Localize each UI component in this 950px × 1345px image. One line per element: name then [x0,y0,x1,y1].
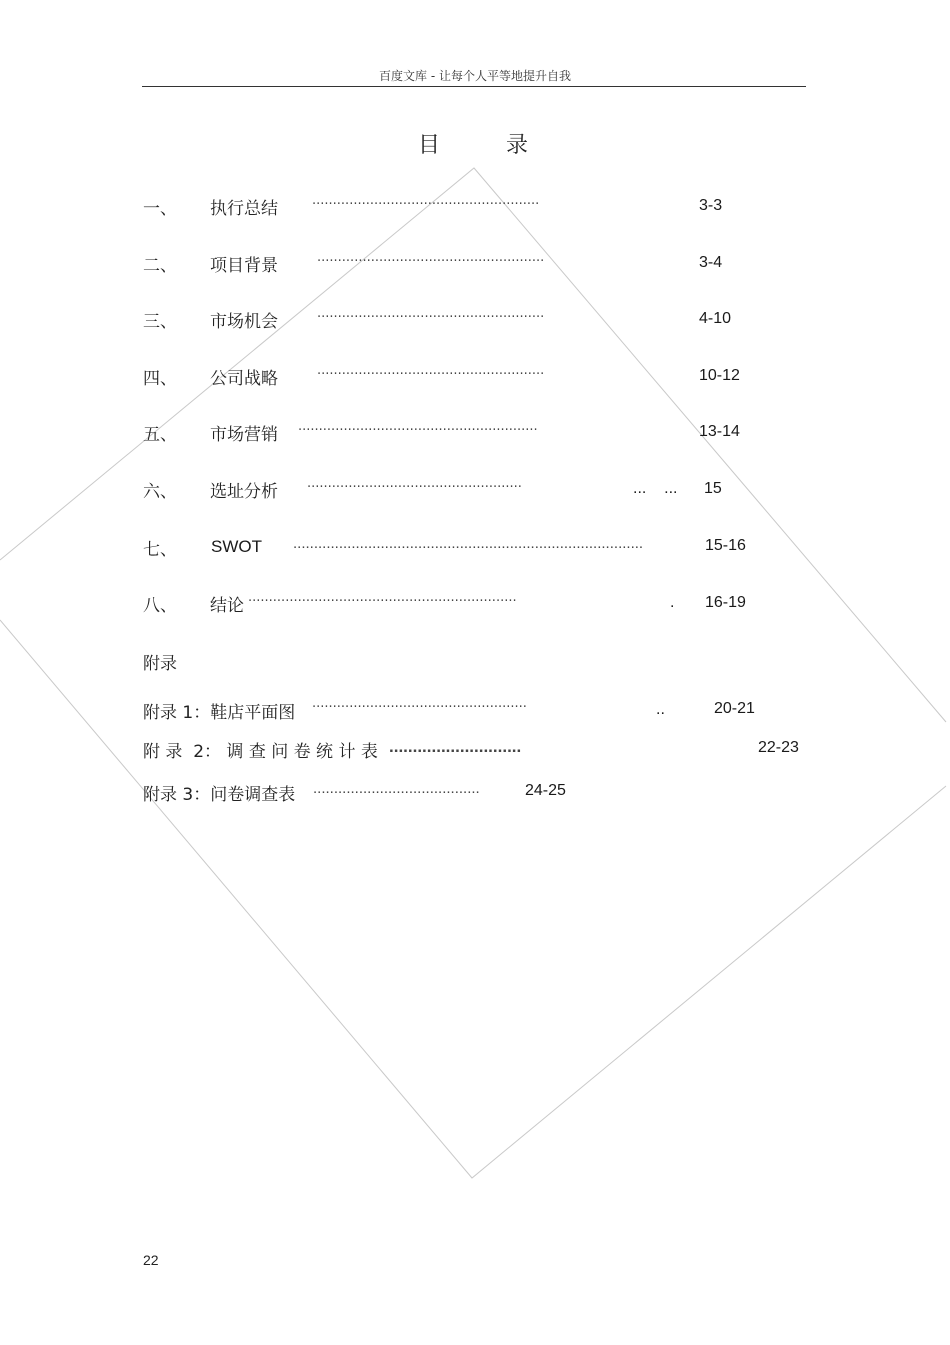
toc-label: 选址分析 [210,482,278,502]
toc-leader-dots: ······················································· [317,254,545,269]
toc-index: 七、 [143,540,177,560]
toc-leader-dots: .................................................................................... [293,535,644,552]
toc-leader-dots: ........................................ [313,780,480,797]
toc-label: 项目背景 [210,256,278,276]
toc-page-range: 3-4 [699,254,723,271]
toc-page-range: 4-10 [699,310,732,327]
toc-leader-dots: ································································· [248,594,517,609]
toc-leader-dots: ···················································· [312,700,527,715]
toc-page-range: 16-19 [705,594,746,611]
toc-index: 一、 [143,199,177,219]
watermark-line [0,168,946,722]
toc-page-range: 22-23 [758,739,799,756]
toc-page-range: 15-16 [705,537,746,554]
toc-leader-extra: . [670,594,675,611]
toc-page-range: 15 [704,480,722,497]
toc-index: 八、 [143,596,177,616]
toc-page-range: 13-14 [699,423,740,440]
toc-page-range: 24-25 [525,782,566,799]
toc-label: 公司战略 [210,369,278,389]
toc-label: 市场营销 [210,425,278,445]
toc-leader-extra: ... ... [633,480,678,497]
toc-leader-dots: ······················································· [312,197,540,212]
appendix-item-label: 附录 3：问卷调查表 [143,785,296,805]
toc-index: 二、 [143,256,177,276]
toc-page-range: 3-3 [699,197,723,214]
toc-index: 五、 [143,425,177,445]
toc-index: 四、 [143,369,177,389]
toc-leader-dots: ·························································· [298,423,538,438]
title-char-1: 目 [418,133,441,158]
appendix-heading: 附录 [143,654,177,674]
toc-leader-dots: ······················································· [317,367,545,382]
title-char-2: 录 [506,133,529,158]
toc-page-range: 20-21 [714,700,755,717]
toc-label: 执行总结 [210,199,278,219]
toc-leader-dots: ............................ [389,737,522,756]
header-divider [142,86,806,87]
toc-leader-extra: .. [656,701,665,718]
toc-label: 结论 [210,596,244,616]
appendix-item-label: 附录 1：鞋店平面图 [143,703,296,723]
appendix-item-label: 附 录 2： 调 查 问 卷 统 计 表 [143,742,378,762]
toc-index: 三、 [143,312,177,332]
toc-leader-dots: ······················································· [317,310,545,325]
page-header: 百度文库 - 让每个人平等地提升自我 [379,69,571,83]
toc-label: 市场机会 [210,312,278,332]
page-number: 22 [143,1252,159,1268]
toc-leader-dots: ···················································· [307,480,522,495]
toc-page-range: 10-12 [699,367,740,384]
toc-label: SWOT [211,537,262,556]
toc-index: 六、 [143,482,177,502]
